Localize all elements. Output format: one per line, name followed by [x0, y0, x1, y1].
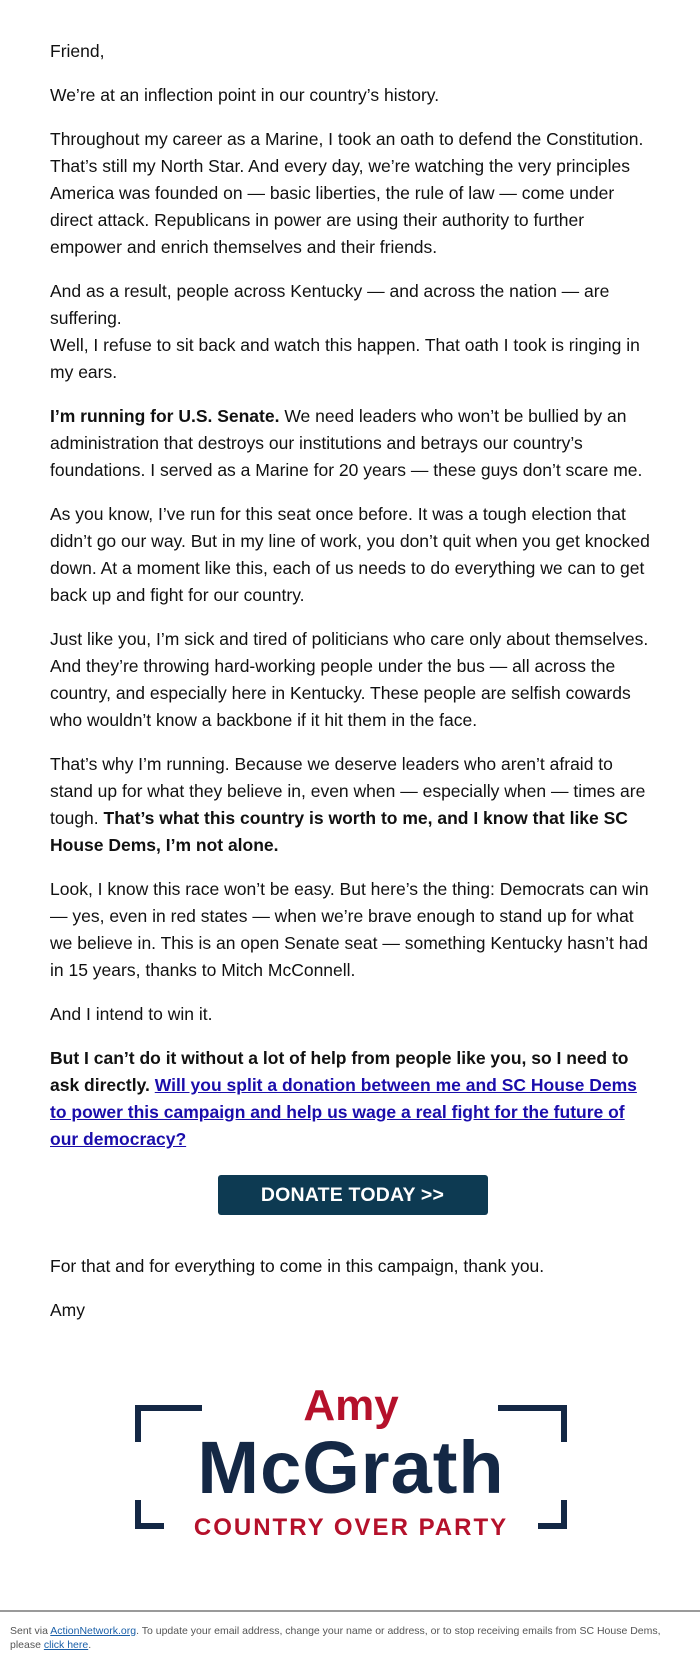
- paragraph-suffering: [50, 278, 655, 386]
- email-footer: [0, 1610, 700, 1652]
- footer-prefix: Sent via: [10, 1625, 51, 1637]
- logo-last-name: McGrath: [197, 1426, 505, 1509]
- closing-line: For that and for everything to come in this campaign, thank you.: [50, 1256, 545, 1276]
- paragraph-politicians: Just like you, I’m sick and tired of politicians who care only about themselves. And they’re throwing hard-working people under the bus — all across the country, and especially here in Kentucky. These people are selfish cowards who wouldn’t know a backbone if it hit them in the face.: [50, 629, 649, 730]
- greeting: Friend,: [50, 41, 105, 61]
- paragraph-ask: [50, 1045, 655, 1153]
- footer-middle: . To update your email address, change your name or address, or to stop receiving emails from SC House Dems, please: [10, 1625, 661, 1651]
- actionnetwork-link[interactable]: ActionNetwork.org: [50, 1625, 137, 1637]
- logo-first-name: Amy: [303, 1382, 399, 1430]
- donation-ask-link[interactable]: Will you split a donation between me and SC House Dems to power this campaign and help us wage a real fight for the future of our democracy?: [50, 1075, 637, 1149]
- paragraph-run-before: As you know, I’ve run for this seat once before. It was a tough election that didn’t go our way. But in my line of work, you don’t quit when you get knocked down. At a moment like this, each of us needs to do everything we can to get back up and fight for our country.: [50, 504, 650, 605]
- paragraph-inflection: We’re at an inflection point in our country’s history.: [50, 85, 440, 105]
- paragraph-race: Look, I know this race won’t be easy. But here’s the thing: Democrats can win — yes, even in red states — when we’re brave enough to stand up for what we believe in. This is an open Senate seat — something Kentucky hasn’t had in 15 years, thanks to Mitch McConnell.: [50, 879, 649, 980]
- logo-frame-bottom-left: [138, 1500, 164, 1526]
- signature: Amy: [50, 1300, 85, 1320]
- running-rest: We need leaders who won’t be bullied by an administration that destroys our institutions and betrays our country’s foundations. I served as a Marine for 20 years — these guys don’t scare me.: [50, 406, 643, 480]
- logo-frame-top-left: [138, 1408, 202, 1442]
- unsubscribe-click-here-link[interactable]: click here: [43, 1639, 89, 1651]
- donate-today-button[interactable]: DONATE TODAY >>: [218, 1175, 488, 1215]
- paragraph-suffering-line2: Well, I refuse to sit back and watch this happen. That oath I took is ringing in my ears.: [50, 335, 640, 382]
- why-running-bold: That’s what this country is worth to me, and I know that like SC House Dems, I’m not alone.: [50, 808, 628, 855]
- paragraph-intend: And I intend to win it.: [50, 1004, 213, 1024]
- amy-mcgrath-logo: [132, 1382, 570, 1546]
- paragraph-oath: Throughout my career as a Marine, I took an oath to defend the Constitution. That’s still my North Star. And every day, we’re watching the very principles America was founded on — basic liberties, the rule of law — come under direct attack. Republicans in power are using their authority to further empower and enrich themselves and their friends.: [50, 129, 644, 257]
- running-announcement: I’m running for U.S. Senate.: [50, 406, 280, 426]
- logo-tagline: COUNTRY OVER PARTY: [193, 1514, 509, 1541]
- donate-button-wrap: [50, 1175, 655, 1215]
- logo-frame-top-right: [498, 1408, 564, 1442]
- footer-suffix: .: [88, 1639, 92, 1651]
- why-running-plain: That’s why I’m running. Because we deserve leaders who aren’t afraid to stand up for what they believe in, even when — especially when — times are tough.: [50, 754, 646, 828]
- paragraph-suffering-line1: And as a result, people across Kentucky — and across the nation — are suffering.: [50, 281, 610, 328]
- ask-bold: But I can’t do it without a lot of help from people like you, so I need to ask directly.: [50, 1048, 629, 1095]
- paragraph-why-running: [50, 751, 655, 859]
- paragraph-running: [50, 403, 655, 484]
- email-body: [50, 38, 655, 1341]
- logo-frame-bottom-right: [538, 1500, 564, 1526]
